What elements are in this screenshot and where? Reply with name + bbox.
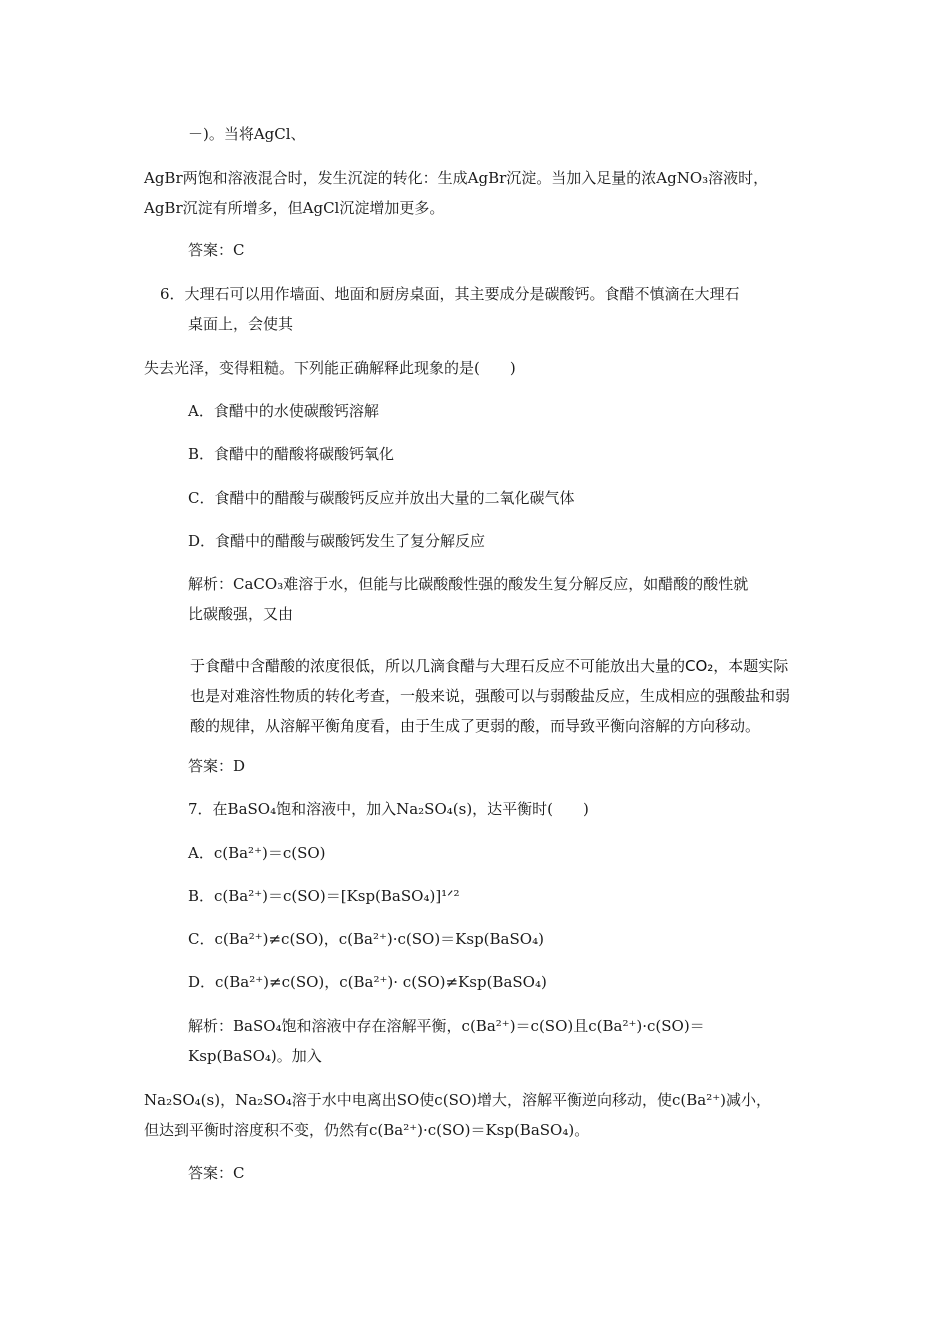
q6-analysis-line-3: 于食醋中含醋酸的浓度很低，所以几滴食醋与大理石反应不可能放出大量的CO₂，本题实际 xyxy=(190,657,789,675)
q5-tail-line-2: AgBr两饱和溶液混合时，发生沉淀的转化：生成AgBr沉淀。当加入足量的浓AgNO₃溶液时， xyxy=(144,169,769,187)
q7-option-c: C．c(Ba²⁺)≠c(SO)，c(Ba²⁺)·c(SO)＝Ksp(BaSO₄) xyxy=(188,930,544,948)
q7-option-b: B．c(Ba²⁺)＝c(SO)＝[Ksp(BaSO₄)]¹ᐟ² xyxy=(188,887,460,905)
q6-stem-line-1: 6．大理石可以用作墙面、地面和厨房桌面，其主要成分是碳酸钙。食醋不慎滴在大理石 xyxy=(160,285,740,303)
q6-answer: 答案：D xyxy=(188,757,246,775)
q6-option-c: C．食醋中的醋酸与碳酸钙反应并放出大量的二氧化碳气体 xyxy=(188,489,575,507)
q7-analysis-line-2: Ksp(BaSO₄)。加入 xyxy=(188,1047,322,1065)
q7-analysis-line-1: 解析：BaSO₄饱和溶液中存在溶解平衡，c(Ba²⁺)＝c(SO)且c(Ba²⁺)·c(SO)＝ xyxy=(188,1017,705,1035)
q5-tail-line-3: AgBr沉淀有所增多，但AgCl沉淀增加更多。 xyxy=(144,199,445,217)
q6-option-d: D．食醋中的醋酸与碳酸钙发生了复分解反应 xyxy=(188,532,486,550)
q6-option-a: A．食醋中的水使碳酸钙溶解 xyxy=(188,402,379,420)
q5-tail-line-1: －)。当将AgCl、 xyxy=(188,125,306,143)
q7-analysis-line-3: Na₂SO₄(s)，Na₂SO₄溶于水中电离出SO使c(SO)增大，溶解平衡逆向移动，使c(Ba²⁺)减小， xyxy=(144,1091,771,1109)
q7-option-d: D．c(Ba²⁺)≠c(SO)，c(Ba²⁺)· c(SO)≠Ksp(BaSO₄) xyxy=(188,973,547,991)
q7-stem: 7．在BaSO₄饱和溶液中，加入Na₂SO₄(s)，达平衡时( ) xyxy=(188,800,589,818)
q7-answer: 答案：C xyxy=(188,1164,245,1182)
q6-stem-line-3: 失去光泽，变得粗糙。下列能正确解释此现象的是( ) xyxy=(144,359,516,377)
q7-option-a: A．c(Ba²⁺)＝c(SO) xyxy=(188,844,326,862)
q6-analysis-line-2: 比碳酸强，又由 xyxy=(188,605,294,623)
q5-answer: 答案：C xyxy=(188,241,245,259)
q6-analysis-line-4: 也是对难溶性物质的转化考查，一般来说，强酸可以与弱酸盐反应，生成相应的强酸盐和弱 xyxy=(190,687,791,705)
q6-stem-line-2: 桌面上，会使其 xyxy=(188,315,294,333)
q6-option-b: B．食醋中的醋酸将碳酸钙氧化 xyxy=(188,445,395,463)
q7-analysis-line-4: 但达到平衡时溶度积不变，仍然有c(Ba²⁺)·c(SO)＝Ksp(BaSO₄)。 xyxy=(144,1121,590,1139)
q6-analysis-line-5: 酸的规律，从溶解平衡角度看，由于生成了更弱的酸，而导致平衡向溶解的方向移动。 xyxy=(190,717,761,735)
q6-analysis-line-1: 解析：CaCO₃难溶于水，但能与比碳酸酸性强的酸发生复分解反应，如醋酸的酸性就 xyxy=(188,575,749,593)
